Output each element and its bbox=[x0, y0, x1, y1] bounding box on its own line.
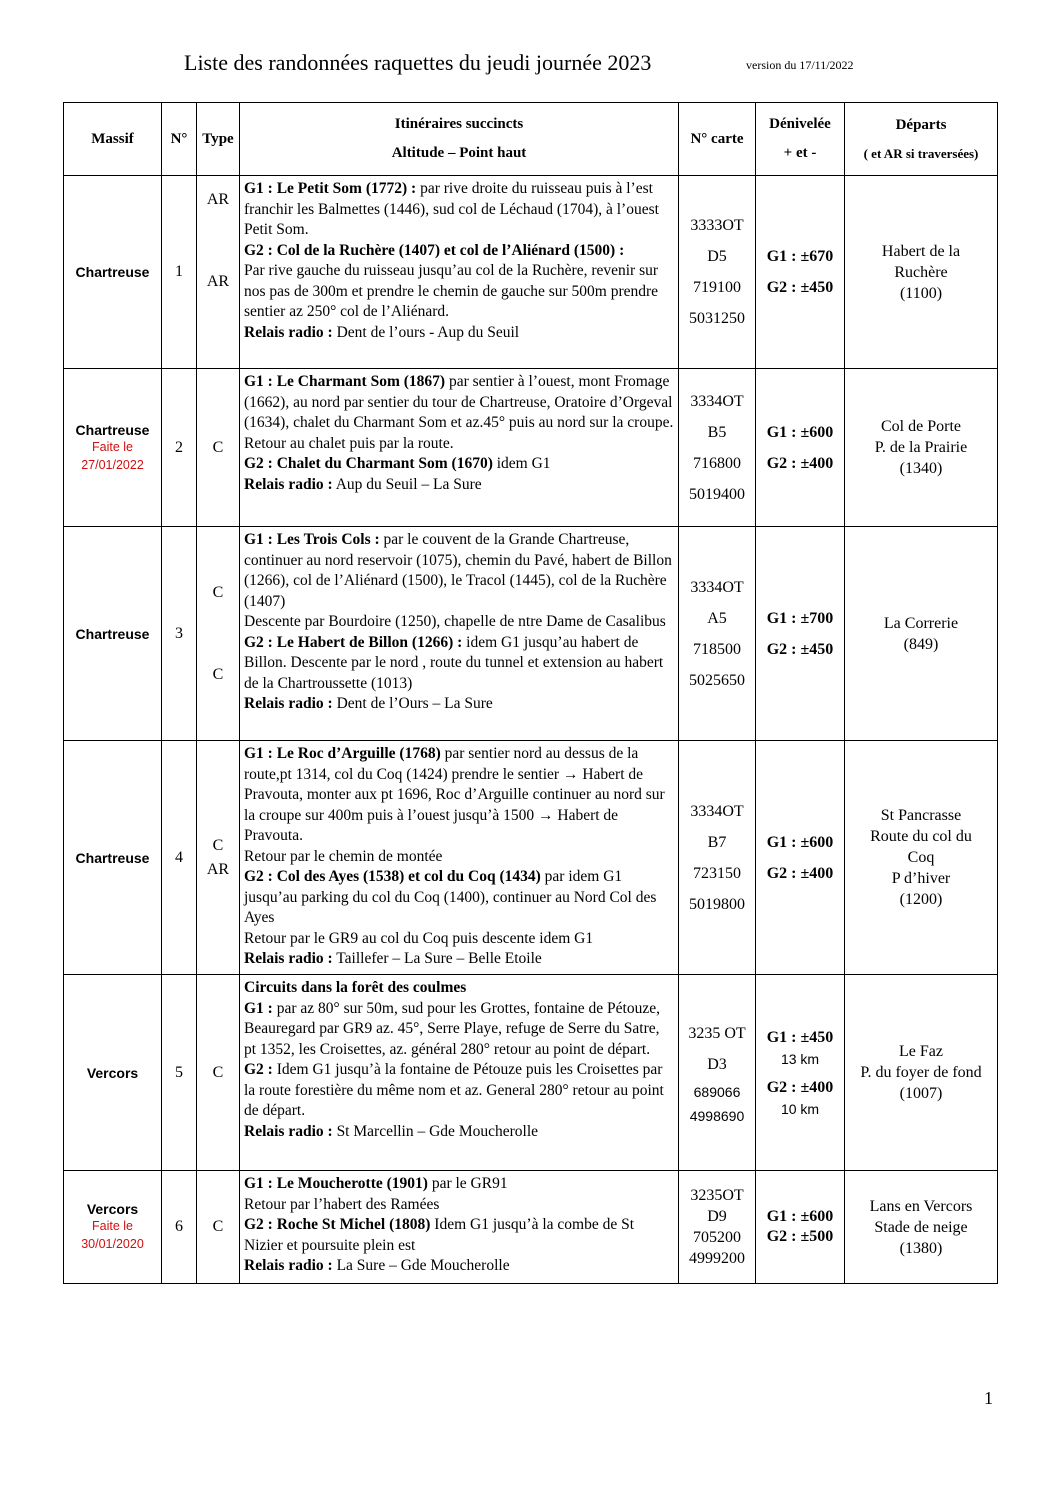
denivelee-g2: G2 : ±400 bbox=[766, 1078, 834, 1096]
carte-value: D9 bbox=[707, 1208, 727, 1225]
itinerary-text: Retour par le chemin de montée bbox=[244, 847, 443, 865]
depart-line: Habert de la bbox=[881, 242, 961, 260]
itinerary-text: Retour au chalet puis par la route. bbox=[244, 434, 454, 452]
table-row bbox=[64, 176, 998, 369]
carte-value: 5019800 bbox=[689, 895, 745, 913]
depart-line: P. du foyer de fond bbox=[860, 1064, 982, 1081]
type-value: AR bbox=[206, 273, 230, 290]
denivelee-value: G2 : ±400 bbox=[766, 864, 834, 882]
itinerary-text: St Marcellin – Gde Moucherolle bbox=[332, 1122, 539, 1140]
carte-cell bbox=[679, 369, 756, 527]
itinerary-paragraph bbox=[244, 847, 674, 868]
depart-line: (1340) bbox=[899, 460, 943, 477]
header-dep-line2: ( et AR si traversées) bbox=[863, 145, 979, 161]
itinerary-text: par le couvent de la Grande Chartreuse, continuer au nord reservoir (1075), chemin du Pavé, habert de Billon (1266), col de l’Aliénard (1500), le Tracol (1445), col de la Ruchère (1407) bbox=[244, 531, 672, 610]
massif-cell bbox=[64, 369, 162, 527]
itinerary-paragraph bbox=[244, 241, 674, 262]
carte-value: 5019400 bbox=[689, 485, 745, 503]
itinerary-highlight: G1 : Les Trois Cols : bbox=[244, 531, 380, 548]
done-date: Faite le 30/01/2020 bbox=[81, 1219, 144, 1251]
itinerary-text: Idem G1 jusqu’à la combe de St Nizier et poursuite plein est bbox=[244, 1216, 635, 1254]
massif-cell bbox=[64, 741, 162, 975]
type-cell bbox=[197, 1171, 240, 1284]
depart-line: (1200) bbox=[899, 891, 943, 908]
carte-cell bbox=[679, 1171, 756, 1284]
itinerary-highlight: G1 : bbox=[244, 999, 273, 1017]
route-number: 6 bbox=[162, 1171, 197, 1284]
carte-value: 716800 bbox=[693, 454, 741, 472]
carte-value: 718500 bbox=[693, 640, 741, 658]
itinerary-paragraph bbox=[244, 744, 674, 847]
massif-name: Chartreuse bbox=[75, 625, 150, 642]
type-value: C bbox=[212, 583, 224, 601]
depart-cell bbox=[845, 369, 998, 527]
denivelee-cell bbox=[756, 741, 845, 975]
itinerary-text: idem G1 bbox=[492, 455, 551, 472]
header-itin-line2: Altitude – Point haut bbox=[391, 145, 527, 161]
depart-line: (1380) bbox=[899, 1239, 943, 1257]
denivelee-value: G2 : ±500 bbox=[766, 1228, 834, 1245]
denivelee-value: G1 : ±600 bbox=[766, 423, 834, 441]
carte-value: D5 bbox=[707, 248, 727, 265]
itinerary-text: Dent de l’Ours – La Sure bbox=[332, 695, 493, 712]
route-number: 3 bbox=[162, 527, 197, 741]
route-number: 5 bbox=[162, 975, 197, 1171]
itinerary-paragraph bbox=[244, 261, 674, 323]
carte-value: 719100 bbox=[693, 279, 741, 296]
denivelee-g1-km: 13 km bbox=[780, 1050, 820, 1067]
itinerary-text: Idem G1 jusqu’à la fontaine de Pétouze puis les Croisettes par la route forestière du même nom et az. General 280° retour au point de départ. bbox=[244, 1061, 664, 1119]
table-row bbox=[64, 527, 998, 741]
itinerary-text: Taillefer – La Sure – Belle Etoile bbox=[332, 950, 542, 967]
itinerary-cell bbox=[240, 527, 679, 741]
itinerary-text: par rive droite du ruisseau puis à l’est franchir les Balmettes (1446), sud col de Léchaud (1704), à l’ouest Petit Som. bbox=[244, 180, 659, 238]
itinerary-text: par sentier nord au dessus de la route,pt 1314, col du Coq (1424) prendre le sentier → Habert de Pravouta, monter aux pt 1696, Roc d’Arguille continuer au nord sur la croupe sur 400m puis à l’ouest jusqu’à 1500 → Habert de Pravouta. bbox=[244, 745, 665, 844]
depart-line: Stade de neige bbox=[874, 1218, 968, 1236]
header-massif: Massif bbox=[64, 103, 162, 176]
type-value: C bbox=[212, 1218, 224, 1235]
itinerary-paragraph bbox=[244, 694, 674, 715]
depart-line: Col de Porte bbox=[881, 418, 961, 435]
itinerary-paragraph bbox=[244, 867, 674, 929]
depart-cell bbox=[845, 527, 998, 741]
itinerary-text: Descente par Bourdoire (1250), chapelle de ntre Dame de Casalibus bbox=[244, 613, 666, 630]
type-cell bbox=[197, 527, 240, 741]
header-itineraires bbox=[240, 103, 679, 176]
itinerary-highlight: G1 : Le Petit Som (1772) : bbox=[244, 180, 417, 197]
itinerary-paragraph bbox=[244, 1060, 674, 1122]
denivelee-value: G2 : ±450 bbox=[766, 279, 834, 296]
denivelee-value: G1 : ±670 bbox=[766, 248, 834, 265]
depart-line: Coq bbox=[907, 849, 935, 866]
route-number: 2 bbox=[162, 369, 197, 527]
page-title: Liste des randonnées raquettes du jeudi journée 2023 bbox=[184, 50, 652, 75]
header-num: N° bbox=[162, 103, 197, 176]
table-row bbox=[64, 369, 998, 527]
itinerary-highlight: Relais radio : bbox=[244, 1257, 333, 1274]
carte-value: D3 bbox=[707, 1055, 727, 1073]
itinerary-paragraph bbox=[244, 475, 674, 496]
depart-line: (849) bbox=[903, 635, 939, 653]
carte-value: 4999200 bbox=[689, 1250, 745, 1267]
depart-cell bbox=[845, 176, 998, 369]
itinerary-paragraph bbox=[244, 949, 674, 970]
depart-line: P d’hiver bbox=[891, 870, 951, 887]
carte-value: 3334OT bbox=[690, 802, 744, 820]
itinerary-paragraph bbox=[244, 323, 674, 344]
carte-value: 689066 bbox=[693, 1083, 741, 1100]
itinerary-highlight: G2 : Col de la Ruchère (1407) et col de l’Aliénard (1500) : bbox=[244, 241, 625, 259]
carte-value: 5025650 bbox=[689, 671, 745, 689]
massif-name: Vercors bbox=[86, 1064, 139, 1081]
depart-cell bbox=[845, 975, 998, 1171]
itinerary-paragraph bbox=[244, 454, 674, 475]
itinerary-paragraph bbox=[244, 530, 674, 612]
massif-name: Chartreuse bbox=[75, 421, 150, 438]
denivelee-cell bbox=[756, 1171, 845, 1284]
type-cell bbox=[197, 741, 240, 975]
itinerary-text: par az 80° sur 50m, sud pour les Grottes, fontaine de Pétouze, Beauregard par GR9 az. 45°, Serre Playe, refuge de Serre du Satre, pt 1352, les Croisettes, az. général 280° retour au point de départ. bbox=[244, 999, 660, 1058]
type-value: AR bbox=[206, 860, 230, 878]
itinerary-highlight: G2 : Roche St Michel (1808) bbox=[244, 1216, 431, 1233]
denivelee-cell bbox=[756, 527, 845, 741]
itinerary-text: Retour par l’habert des Ramées bbox=[244, 1195, 440, 1213]
header-carte: N° carte bbox=[679, 103, 756, 176]
carte-value: B5 bbox=[707, 423, 727, 441]
depart-line: P. de la Prairie bbox=[874, 439, 968, 456]
carte-cell bbox=[679, 527, 756, 741]
itinerary-paragraph bbox=[244, 978, 674, 999]
itinerary-highlight: Relais radio : bbox=[244, 695, 333, 712]
carte-value: 3333OT bbox=[690, 217, 744, 234]
table-row bbox=[64, 975, 998, 1171]
header-departs bbox=[845, 103, 998, 176]
massif-name: Chartreuse bbox=[75, 849, 150, 866]
denivelee-g2-km: 10 km bbox=[780, 1100, 820, 1117]
depart-cell bbox=[845, 1171, 998, 1284]
itinerary-highlight: Relais radio : bbox=[244, 1122, 333, 1140]
itinerary-text: Aup du Seuil – La Sure bbox=[332, 475, 482, 493]
depart-line: (1100) bbox=[899, 284, 943, 302]
massif-name: Vercors bbox=[86, 1201, 139, 1217]
itinerary-text: Dent de l’ours - Aup du Seuil bbox=[332, 323, 520, 341]
hikes-table bbox=[63, 102, 998, 1284]
header-type: Type bbox=[197, 103, 240, 176]
route-number: 4 bbox=[162, 741, 197, 975]
type-value: C bbox=[212, 438, 224, 456]
itinerary-paragraph bbox=[244, 434, 674, 455]
itinerary-highlight: G1 : Le Charmant Som (1867) bbox=[244, 373, 446, 390]
depart-line: Route du col du bbox=[870, 828, 972, 845]
route-number: 1 bbox=[162, 176, 197, 369]
itinerary-highlight: G2 : Col des Ayes (1538) et col du Coq (1434) bbox=[244, 868, 541, 885]
depart-line: La Correrie bbox=[883, 614, 959, 632]
version-date: version du 17/11/2022 bbox=[746, 58, 854, 72]
itinerary-cell bbox=[240, 975, 679, 1171]
itinerary-highlight: G2 : Chalet du Charmant Som (1670) bbox=[244, 455, 493, 472]
denivelee-cell bbox=[756, 176, 845, 369]
itinerary-text: Par rive gauche du ruisseau jusqu’au col de la Ruchère, revenir sur nos pas de 300m et prendre le chemin de gauche sur 500m prendre sentier az 250° col de l’Aliénard. bbox=[244, 262, 659, 320]
itinerary-highlight: G1 : Le Moucherotte (1901) bbox=[244, 1175, 428, 1192]
type-value: C bbox=[212, 836, 224, 854]
carte-value: 723150 bbox=[693, 864, 741, 882]
carte-value: 3334OT bbox=[690, 392, 744, 410]
massif-cell bbox=[64, 1171, 162, 1284]
itinerary-paragraph bbox=[244, 929, 674, 950]
itinerary-paragraph bbox=[244, 999, 674, 1061]
denivelee-value: G2 : ±450 bbox=[766, 640, 834, 658]
done-date: Faite le 27/01/2022 bbox=[81, 439, 144, 472]
type-value: AR bbox=[206, 191, 230, 208]
denivelee-cell bbox=[756, 369, 845, 527]
carte-value: 3235OT bbox=[690, 1187, 744, 1204]
massif-cell bbox=[64, 975, 162, 1171]
carte-cell bbox=[679, 975, 756, 1171]
itinerary-text: Retour par le GR9 au col du Coq puis descente idem G1 bbox=[244, 929, 594, 947]
denivelee-value: G2 : ±400 bbox=[766, 454, 834, 472]
table-row bbox=[64, 741, 998, 975]
depart-line: Lans en Vercors bbox=[869, 1197, 973, 1215]
massif-cell bbox=[64, 527, 162, 741]
itinerary-highlight: Relais radio : bbox=[244, 323, 333, 341]
denivelee-cell bbox=[756, 975, 845, 1171]
itinerary-highlight: G2 : bbox=[244, 1061, 273, 1078]
itinerary-highlight: Relais radio : bbox=[244, 475, 333, 493]
carte-value: 705200 bbox=[693, 1229, 741, 1246]
header-den-line2: + et - bbox=[783, 145, 817, 161]
itinerary-text: idem G1 jusqu’au habert de Billon. Descente par le nord , route du tunnel et extension au habert de la Chartroussette (1013) bbox=[244, 633, 664, 692]
depart-line: St Pancrasse bbox=[880, 807, 962, 824]
carte-cell bbox=[679, 176, 756, 369]
itinerary-paragraph bbox=[244, 1122, 674, 1143]
itinerary-cell bbox=[240, 1171, 679, 1284]
carte-value: 5031250 bbox=[689, 310, 745, 327]
itinerary-text: par le GR91 bbox=[427, 1175, 508, 1192]
table-header-row bbox=[64, 103, 998, 176]
itinerary-cell bbox=[240, 176, 679, 369]
itinerary-highlight: G2 : Le Habert de Billon (1266) : bbox=[244, 633, 463, 651]
depart-cell bbox=[845, 741, 998, 975]
itinerary-text: par idem G1 jusqu’au parking du col du Coq (1400), continuer au Nord Col des Ayes bbox=[244, 868, 657, 926]
itinerary-paragraph bbox=[244, 372, 674, 434]
header-dep-line1: Départs bbox=[895, 116, 947, 133]
header-den-line1: Dénivelée bbox=[769, 116, 831, 132]
itinerary-highlight: Relais radio : bbox=[244, 950, 333, 967]
type-cell bbox=[197, 176, 240, 369]
itinerary-highlight: G1 : Le Roc d’Arguille (1768) bbox=[244, 745, 441, 762]
header-itin-line1: Itinéraires succincts bbox=[394, 116, 524, 132]
denivelee-value: G1 : ±600 bbox=[766, 1208, 834, 1225]
carte-value: 3334OT bbox=[690, 578, 744, 596]
depart-line: Le Faz bbox=[899, 1043, 943, 1060]
type-cell bbox=[197, 975, 240, 1171]
itinerary-paragraph bbox=[244, 1195, 674, 1216]
denivelee-g1: G1 : ±450 bbox=[766, 1028, 834, 1046]
itinerary-cell bbox=[240, 369, 679, 527]
itinerary-paragraph bbox=[244, 179, 674, 241]
itinerary-paragraph bbox=[244, 1215, 674, 1256]
itinerary-paragraph bbox=[244, 1174, 674, 1195]
page-number: 1 bbox=[984, 1388, 993, 1408]
type-cell bbox=[197, 369, 240, 527]
carte-value: A5 bbox=[707, 609, 727, 627]
itinerary-text: La Sure – Gde Moucherolle bbox=[332, 1257, 510, 1274]
itinerary-paragraph bbox=[244, 633, 674, 695]
depart-line: (1007) bbox=[899, 1085, 943, 1102]
carte-value: B7 bbox=[707, 833, 727, 851]
carte-value: 3235 OT bbox=[688, 1024, 746, 1042]
massif-name: Chartreuse bbox=[75, 264, 150, 280]
itinerary-cell bbox=[240, 741, 679, 975]
itinerary-text: par sentier à l’ouest, mont Fromage (1662), au nord par sentier du tour de Chartreuse, Oratoire d’Orgeval (1634), chalet du Charmant Som et az.45° puis au nord sur la croupe. bbox=[244, 373, 674, 431]
denivelee-value: G1 : ±700 bbox=[766, 609, 834, 627]
header-denivelee bbox=[756, 103, 845, 176]
itinerary-paragraph bbox=[244, 1256, 674, 1277]
denivelee-value: G1 : ±600 bbox=[766, 833, 834, 851]
massif-cell bbox=[64, 176, 162, 369]
type-value: C bbox=[212, 1063, 224, 1081]
itinerary-highlight: Circuits dans la forêt des coulmes bbox=[244, 979, 467, 996]
carte-value: 4998690 bbox=[689, 1107, 745, 1124]
table-row bbox=[64, 1171, 998, 1284]
depart-line: Ruchère bbox=[894, 263, 948, 281]
carte-cell bbox=[679, 741, 756, 975]
type-value: C bbox=[212, 665, 224, 683]
itinerary-paragraph bbox=[244, 612, 674, 633]
